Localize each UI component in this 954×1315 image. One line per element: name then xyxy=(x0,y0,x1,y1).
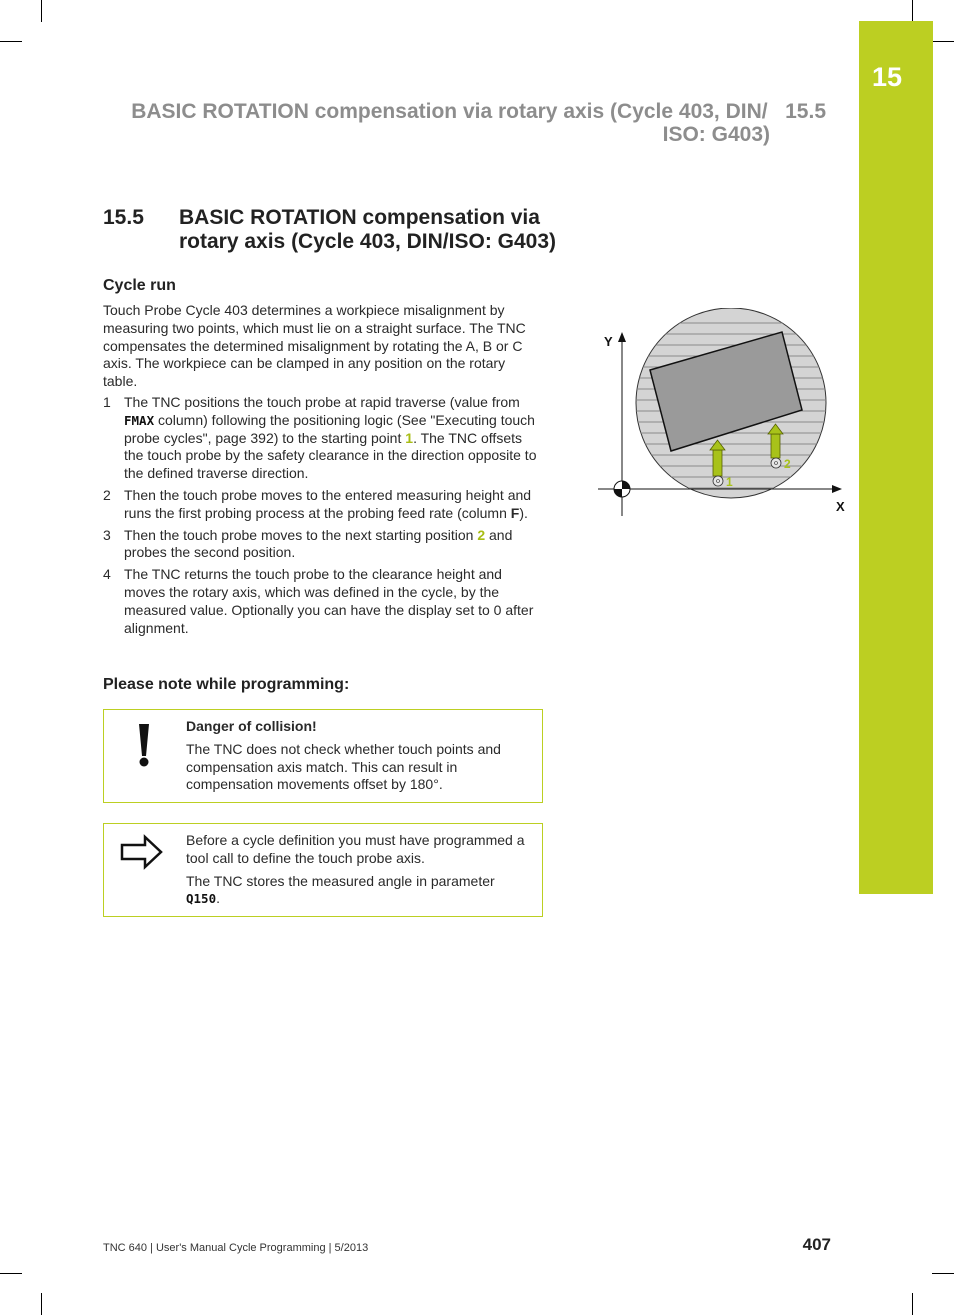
chapter-tab xyxy=(859,21,933,894)
probe-point-1 xyxy=(713,476,723,486)
crop-mark xyxy=(932,41,954,42)
cycle-run-heading: Cycle run xyxy=(103,277,176,294)
note-text-1: Before a cycle definition you must have programmed a tool call to define the touch probe axis. xyxy=(186,832,525,866)
point-label-2: 2 xyxy=(784,457,791,471)
step-text: . The TNC offsets the touch probe by the safety clearance in the direction opposite to the defined traverse direction. xyxy=(124,429,537,482)
note-text-2-post: . xyxy=(216,890,220,907)
note-text-2-pre: The TNC stores the measured angle in parameter xyxy=(186,872,495,889)
list-item xyxy=(103,394,543,483)
warning-content xyxy=(186,718,536,794)
running-header-line1 xyxy=(120,100,826,123)
section-number: 15.5 xyxy=(103,206,144,229)
chapter-number: 15 xyxy=(872,62,903,92)
note-text-2 xyxy=(186,873,536,909)
step-number: 1 xyxy=(103,394,111,410)
running-header-line2 xyxy=(120,123,826,146)
list-item xyxy=(103,487,543,523)
step-text: Then the touch probe moves to the next starting position xyxy=(124,526,478,543)
step-number: 2 xyxy=(103,486,111,503)
crop-mark xyxy=(932,1273,954,1274)
warning-box xyxy=(103,709,543,803)
note-content xyxy=(186,832,536,908)
crop-mark xyxy=(41,1293,42,1315)
point-label-1: 1 xyxy=(726,475,733,489)
probe-figure xyxy=(596,308,856,520)
step-number: 4 xyxy=(103,566,111,583)
crop-mark xyxy=(912,1293,913,1315)
step-number: 3 xyxy=(103,526,111,543)
running-header-title-cont: ISO: G403) xyxy=(662,123,770,146)
list-item xyxy=(103,527,543,563)
programming-heading: Please note while programming: xyxy=(103,676,350,693)
code-fmax: FMAX xyxy=(124,412,155,428)
x-axis-arrow xyxy=(832,485,842,493)
point-ref: 2 xyxy=(477,526,486,543)
crop-mark xyxy=(0,41,22,42)
footer-text: TNC 640 | User's Manual Cycle Programming | 5/2013 xyxy=(103,1242,369,1254)
crop-mark xyxy=(41,0,42,22)
step-text: The TNC returns the touch probe to the clearance height and moves the rotary axis, which was defined in the cycle, by the measured value. Optionally you can have the display set to 0 after alignment. xyxy=(124,566,534,636)
section-title-line2: rotary axis (Cycle 403, DIN/ISO: G403) xyxy=(179,230,557,253)
note-box xyxy=(103,823,543,917)
step-text: The TNC positions the touch probe at rapid traverse (value from xyxy=(124,394,520,410)
cycle-run-steps xyxy=(103,394,543,641)
step-text: Then the touch probe moves to the entered measuring height and runs the first probing process at the probing feed rate (column xyxy=(124,486,532,521)
y-axis-arrow xyxy=(618,332,626,342)
code-q150: Q150 xyxy=(186,891,217,907)
warning-title: Danger of collision! xyxy=(186,718,317,734)
arrow-right-icon xyxy=(120,834,164,870)
running-header xyxy=(120,100,826,146)
probe-point-2 xyxy=(771,458,781,468)
running-header-title: BASIC ROTATION compensation via rotary axis (Cycle 403, DIN/ xyxy=(131,100,768,123)
page-number: 407 xyxy=(802,1235,831,1254)
cycle-run-intro: Touch Probe Cycle 403 determines a workpiece misalignment by measuring two points, which must lie on a straight surface. The TNC compensates the determined misalignment by rotating the A, B or C axis. The workpiece can be clamped in any position on the rotary table. xyxy=(103,302,526,390)
point-ref: 1 xyxy=(405,429,414,446)
bold-column: F xyxy=(510,504,520,521)
exclamation-icon xyxy=(136,722,152,768)
crop-mark xyxy=(912,0,913,22)
step-text: and probes the second position. xyxy=(124,526,513,561)
axis-x-label: X xyxy=(836,499,845,514)
origin-symbol xyxy=(614,481,630,497)
step-text: column) following the positioning logic (See "Executing touch probe cycles", page 392) to the starting point xyxy=(124,411,535,446)
warning-text: The TNC does not check whether touch points and compensation axis match. This can result in compensation movements offset by 180°. xyxy=(186,740,501,793)
section-title-line1: BASIC ROTATION compensation via xyxy=(179,206,540,229)
axis-y-label: Y xyxy=(604,334,613,349)
running-header-section: 15.5 xyxy=(785,100,826,123)
list-item xyxy=(103,566,543,637)
crop-mark xyxy=(0,1273,22,1274)
step-text: ). xyxy=(519,504,528,521)
